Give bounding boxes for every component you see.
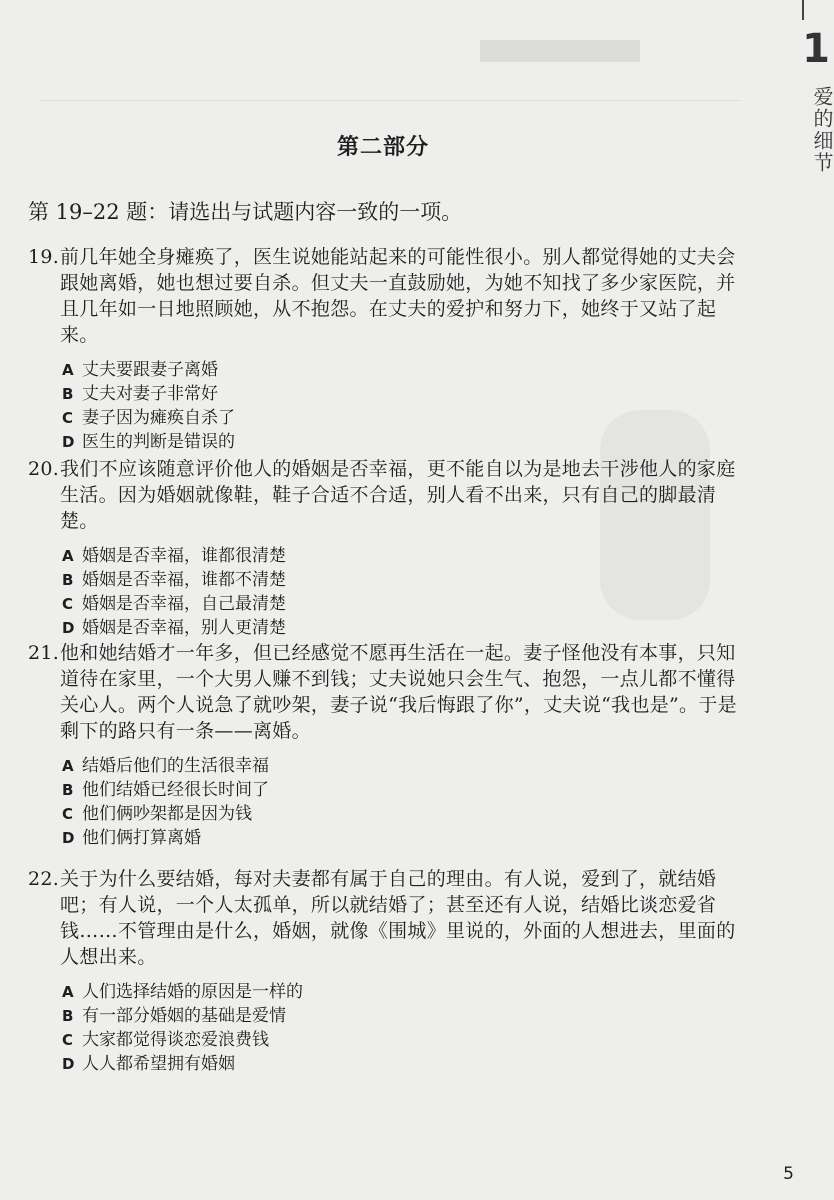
option-letter: C <box>62 409 74 427</box>
option-c[interactable] <box>28 1028 753 1052</box>
option-list <box>28 544 753 640</box>
option-d[interactable] <box>28 430 753 454</box>
option-text: 他们结婚已经很长时间了 <box>82 780 269 800</box>
question-number: 20. <box>28 458 60 480</box>
option-list <box>28 358 753 454</box>
option-text: 婚姻是否幸福，自己最清楚 <box>82 594 286 614</box>
option-letter: B <box>62 571 74 589</box>
option-c[interactable] <box>28 802 753 826</box>
option-letter: B <box>62 781 74 799</box>
option-letter: A <box>62 983 74 1001</box>
option-letter: B <box>62 1007 74 1025</box>
option-d[interactable] <box>28 616 753 640</box>
option-b[interactable] <box>28 382 753 406</box>
option-letter: D <box>62 1055 75 1073</box>
option-letter: A <box>62 547 74 565</box>
question-number: 19. <box>28 246 60 268</box>
option-b[interactable] <box>28 778 753 802</box>
option-text: 丈夫要跟妻子离婚 <box>82 360 218 380</box>
option-text: 婚姻是否幸福，谁都不清楚 <box>82 570 286 590</box>
chapter-number: 1 <box>802 26 830 72</box>
question-22 <box>28 866 753 1076</box>
option-b[interactable] <box>28 1004 753 1028</box>
question-text: 他和她结婚才一年多，但已经感觉不愿再生活在一起。妻子怪他没有本事，只知道待在家里，一个大男人赚不到钱；丈夫说她只会生气、抱怨，一点儿都不懂得关心人。两个人说急了就吵架，妻子说“我后悔跟了你”，丈夫说“我也是”。于是剩下的路只有一条——离婚。 <box>60 642 737 742</box>
bleed-through-block <box>40 100 740 101</box>
option-letter: C <box>62 1031 74 1049</box>
option-letter: A <box>62 361 74 379</box>
bleed-through-block <box>480 40 640 62</box>
option-a[interactable] <box>28 358 753 382</box>
option-letter: A <box>62 757 74 775</box>
option-list <box>28 980 753 1076</box>
section-title: 第二部分 <box>336 135 429 160</box>
option-text: 妻子因为瘫痪自杀了 <box>82 408 235 428</box>
option-text: 他们俩打算离婚 <box>82 828 201 848</box>
option-text: 人们选择结婚的原因是一样的 <box>82 982 303 1002</box>
option-letter: B <box>62 385 74 403</box>
question-21 <box>28 640 753 850</box>
option-letter: D <box>62 829 75 847</box>
option-c[interactable] <box>28 406 753 430</box>
question-text: 我们不应该随意评价他人的婚姻是否幸福，更不能自以为是地去干涉他人的家庭生活。因为婚姻就像鞋，鞋子合适不合适，别人看不出来，只有自己的脚最清楚。 <box>60 458 736 532</box>
option-c[interactable] <box>28 592 753 616</box>
question-text: 前几年她全身瘫痪了，医生说她能站起来的可能性很小。别人都觉得她的丈夫会跟她离婚，她也想过要自杀。但丈夫一直鼓励她，为她不知找了多少家医院，并且几年如一日地照顾她，从不抱怨。在丈夫的爱护和努力下，她终于又站了起来。 <box>60 246 736 346</box>
question-text: 关于为什么要结婚，每对夫妻都有属于自己的理由。有人说，爱到了，就结婚吧；有人说，一个人太孤单，所以就结婚了；甚至还有人说，结婚比谈恋爱省钱……不管理由是什么，婚姻，就像《围城》里说的，外面的人想进去，里面的人想出来。 <box>60 868 736 968</box>
page-number: 5 <box>783 1164 794 1184</box>
chapter-tab-rule <box>802 0 804 20</box>
option-text: 结婚后他们的生活很幸福 <box>82 756 269 776</box>
option-a[interactable] <box>28 544 753 568</box>
question-number: 21. <box>28 642 60 664</box>
option-d[interactable] <box>28 826 753 850</box>
question-19 <box>28 244 753 454</box>
option-letter: C <box>62 595 74 613</box>
option-text: 婚姻是否幸福，别人更清楚 <box>82 618 286 638</box>
option-text: 他们俩吵架都是因为钱 <box>82 804 252 824</box>
option-letter: D <box>62 433 75 451</box>
option-text: 丈夫对妻子非常好 <box>82 384 218 404</box>
chapter-tab <box>798 0 834 190</box>
question-20 <box>28 456 753 640</box>
option-d[interactable] <box>28 1052 753 1076</box>
option-a[interactable] <box>28 980 753 1004</box>
option-list <box>28 754 753 850</box>
option-letter: D <box>62 619 75 637</box>
option-text: 医生的判断是错误的 <box>82 432 235 452</box>
chapter-title: 爱的细节 <box>810 86 834 174</box>
option-text: 有一部分婚姻的基础是爱情 <box>82 1006 286 1026</box>
option-text: 大家都觉得谈恋爱浪费钱 <box>82 1030 269 1050</box>
option-a[interactable] <box>28 754 753 778</box>
option-text: 婚姻是否幸福，谁都很清楚 <box>82 546 286 566</box>
instruction: 第 19–22 题：请选出与试题内容一致的一项。 <box>28 200 463 224</box>
option-text: 人人都希望拥有婚姻 <box>82 1054 235 1074</box>
option-b[interactable] <box>28 568 753 592</box>
question-number: 22. <box>28 868 60 890</box>
option-letter: C <box>62 805 74 823</box>
